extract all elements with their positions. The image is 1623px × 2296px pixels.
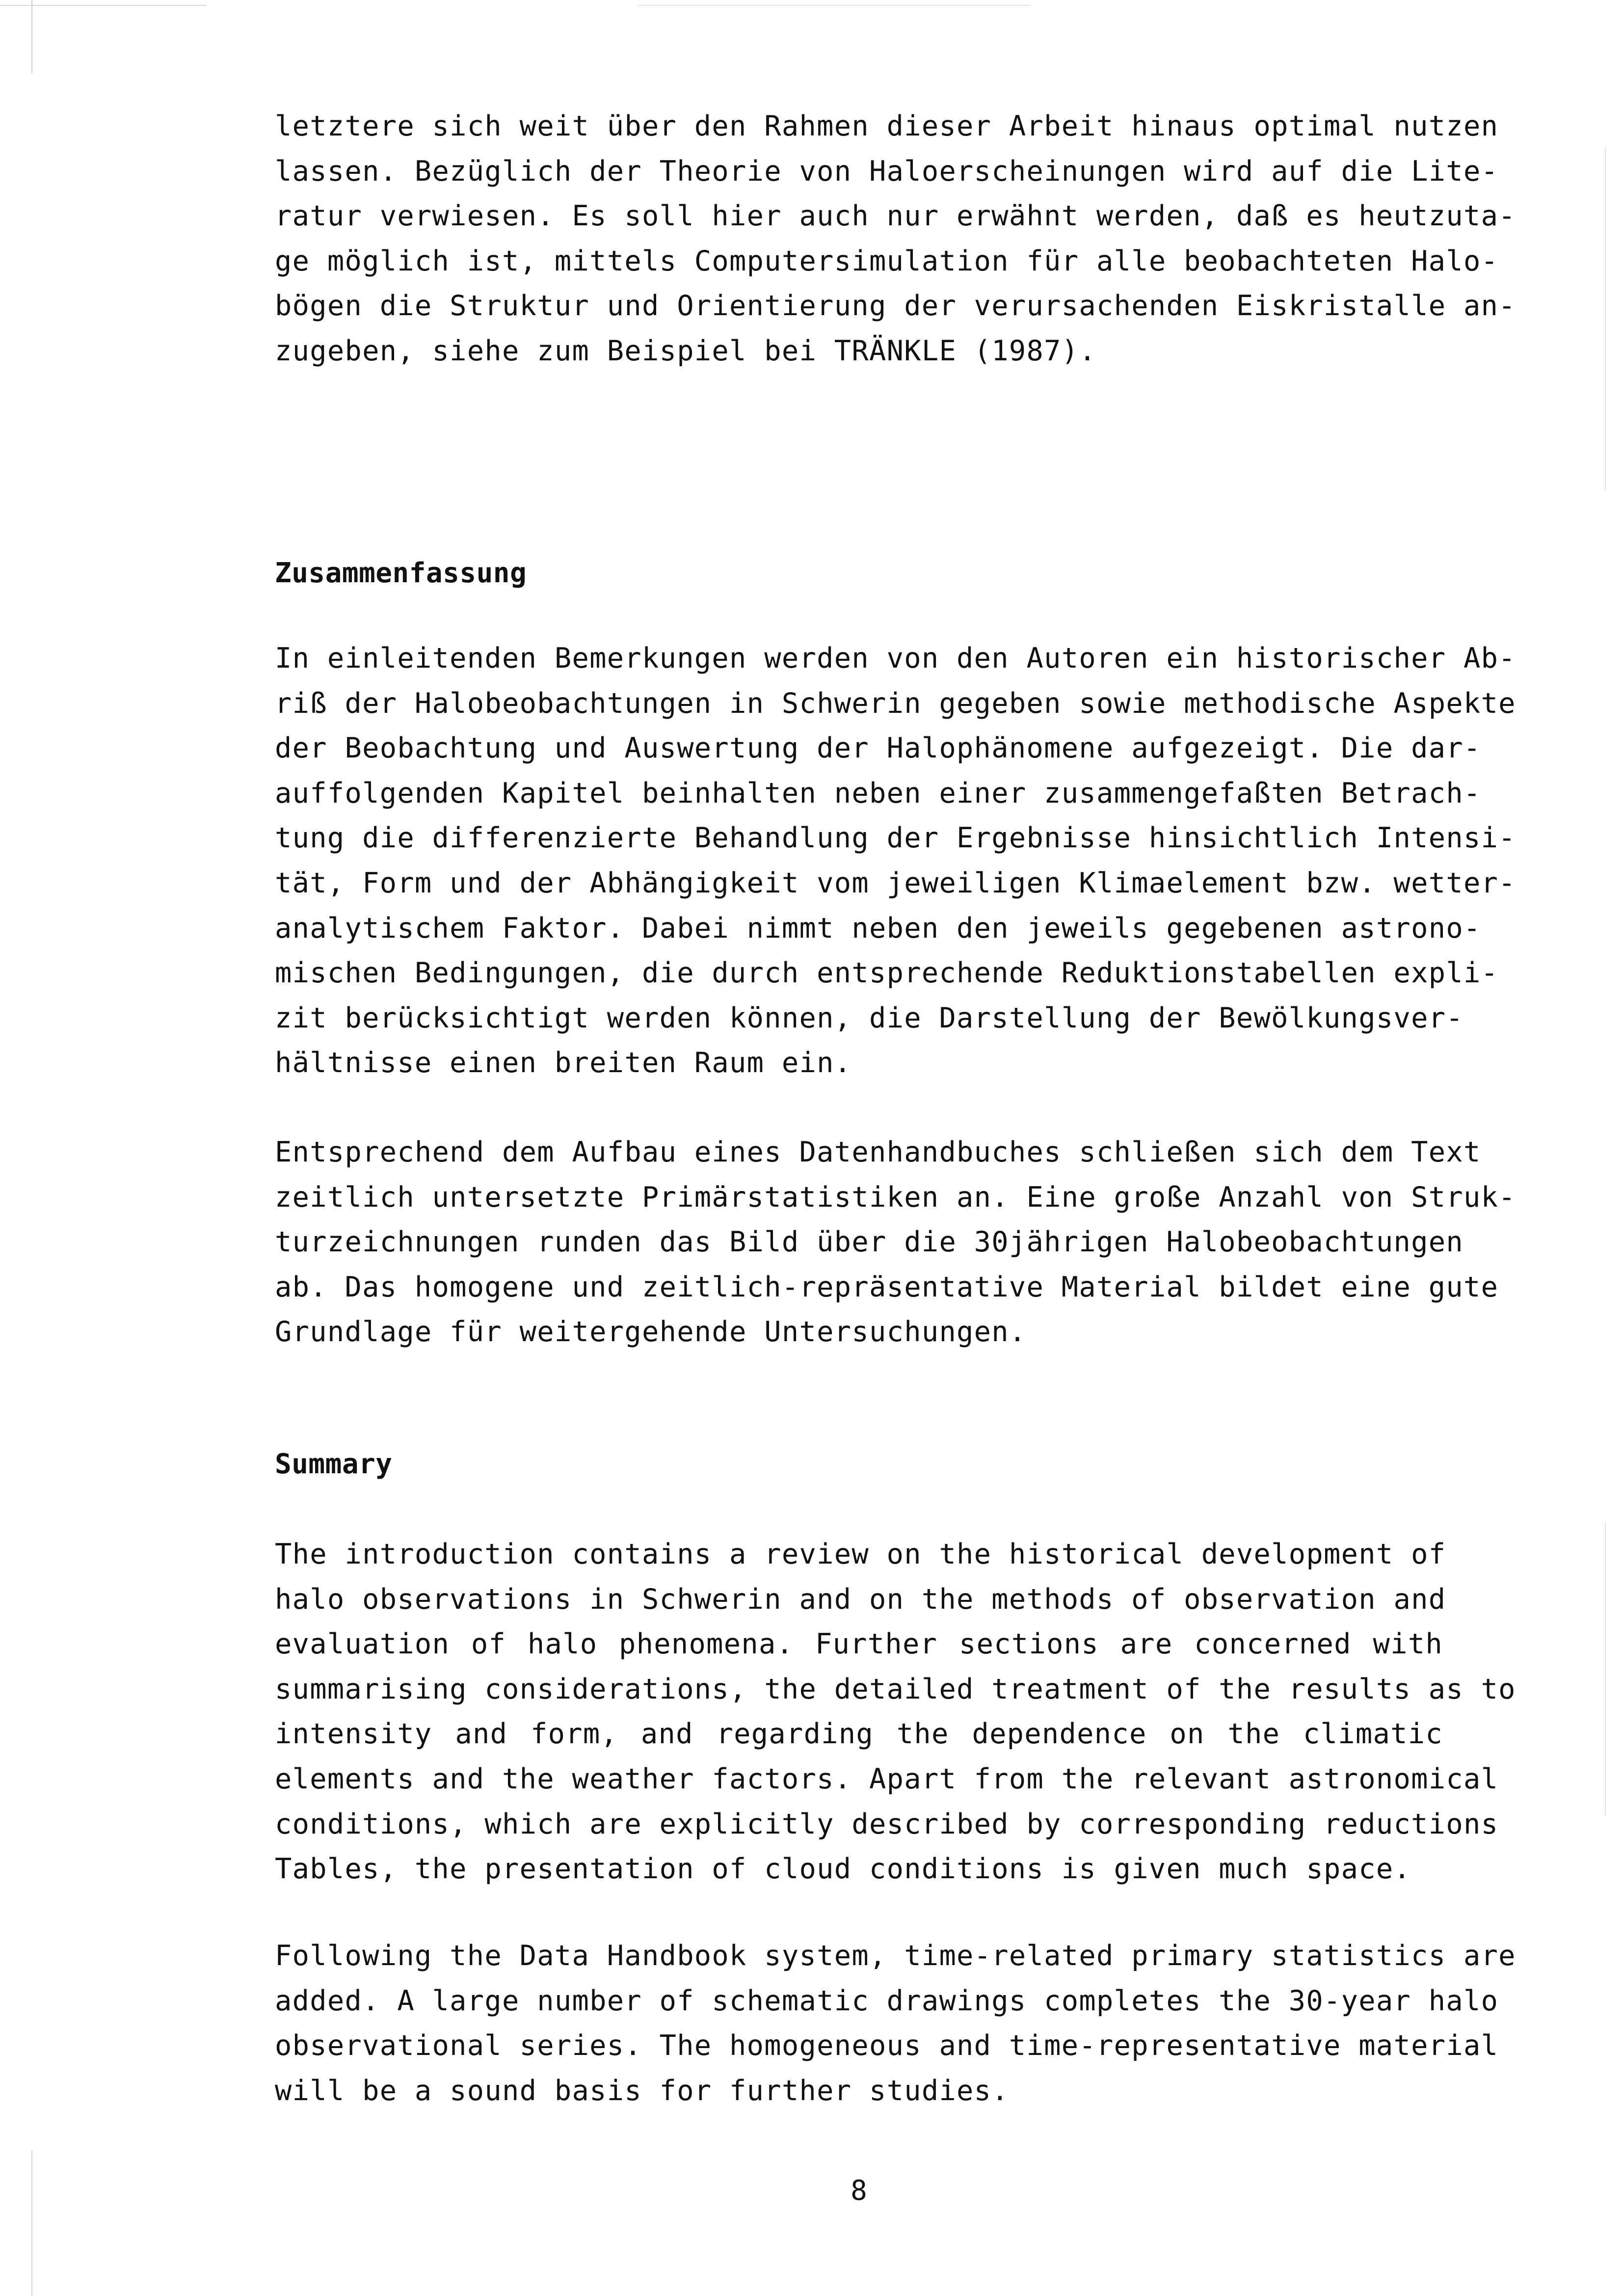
text-line: ratur verwiesen. Es soll hier auch nur erwähnt werden, daß es heutzuta- [275, 200, 1516, 233]
text-line: der Beobachtung und Auswertung der Halophänomene aufgezeigt. Die dar- [275, 732, 1481, 765]
text-line: zeitlich untersetzte Primärstatistiken an. Eine große Anzahl von Struk- [275, 1181, 1516, 1214]
zusammenfassung-heading: Zusammenfassung [275, 557, 527, 589]
text-line: bögen die Struktur und Orientierung der verursachenden Eiskristalle an- [275, 290, 1516, 323]
text-line: intensity and form, and regarding the dependence on the climatic [275, 1718, 1443, 1751]
text-line: ab. Das homogene und zeitlich-repräsentative Material bildet eine gute [275, 1270, 1499, 1303]
text-line: tung die differenzierte Behandlung der Ergebnisse hinsichtlich Intensi- [275, 822, 1516, 855]
text-line: zit berücksichtigt werden können, die Darstellung der Bewölkungsver- [275, 1001, 1463, 1034]
text-line: analytischem Faktor. Dabei nimmt neben den jeweils gegebenen astrono- [275, 912, 1481, 945]
text-line: summarising considerations, the detailed treatment of the results as to [275, 1673, 1516, 1705]
text-line: tät, Form und der Abhängigkeit vom jeweiligen Klimaelement bzw. wetter- [275, 866, 1516, 899]
text-line: Grundlage für weitergehende Untersuchungen. [275, 1316, 1027, 1349]
scan-edge-top [0, 5, 1623, 6]
text-line: will be a sound basis for further studies. [275, 2074, 1009, 2107]
text-line: halo observations in Schwerin and on the methods of observation and [275, 1583, 1446, 1616]
text-line: riß der Halobeobachtungen in Schwerin gegeben sowie methodische Aspekte [275, 687, 1516, 720]
zusammenfassung-paragraph-2 [275, 1130, 1516, 1355]
text-line: In einleitenden Bemerkungen werden von den Autoren ein historischer Ab- [275, 642, 1516, 675]
text-line: Entsprechend dem Aufbau eines Datenhandbuches schließen sich dem Text [275, 1136, 1481, 1168]
text-line: elements and the weather factors. Apart from the relevant astronomical [275, 1762, 1499, 1795]
text-line: lassen. Bezüglich der Theorie von Haloerscheinungen wird auf die Lite- [275, 155, 1499, 188]
page-number: 8 [851, 2175, 867, 2207]
summary-paragraph-2 [275, 1934, 1516, 2113]
text-line: The introduction contains a review on the historical development of [275, 1538, 1446, 1570]
text-line: auffolgenden Kapitel beinhalten neben einer zusammengefaßten Betrach- [275, 777, 1481, 810]
intro-paragraph [275, 104, 1516, 374]
text-line: added. A large number of schematic drawings completes the 30-year halo [275, 1984, 1499, 2017]
scan-edge-right [1605, 0, 1606, 2296]
text-line: mischen Bedingungen, die durch entsprechende Reduktionstabellen expli- [275, 957, 1499, 990]
text-line: zugeben, siehe zum Beispiel bei TRÄNKLE (1987). [275, 334, 1096, 367]
text-line: Following the Data Handbook system, time-related primary statistics are [275, 1940, 1516, 1972]
text-line: evaluation of halo phenomena. Further sections are concerned with [275, 1628, 1443, 1661]
text-line: observational series. The homogeneous and time-representative material [275, 2029, 1499, 2062]
text-line: letztere sich weit über den Rahmen dieser Arbeit hinaus optimal nutzen [275, 110, 1499, 142]
zusammenfassung-paragraph-1 [275, 636, 1516, 1086]
summary-paragraph-1 [275, 1532, 1516, 1892]
scan-edge-left [31, 0, 32, 2296]
text-line: turzeichnungen runden das Bild über die 30jährigen Halobeobachtungen [275, 1226, 1463, 1259]
text-line: ge möglich ist, mittels Computersimulation für alle beobachteten Halo- [275, 244, 1499, 277]
text-line: hältnisse einen breiten Raum ein. [275, 1047, 852, 1080]
summary-heading: Summary [275, 1448, 393, 1480]
text-line: conditions, which are explicitly described by corresponding reductions [275, 1808, 1499, 1840]
text-line: Tables, the presentation of cloud conditions is given much space. [275, 1853, 1411, 1886]
